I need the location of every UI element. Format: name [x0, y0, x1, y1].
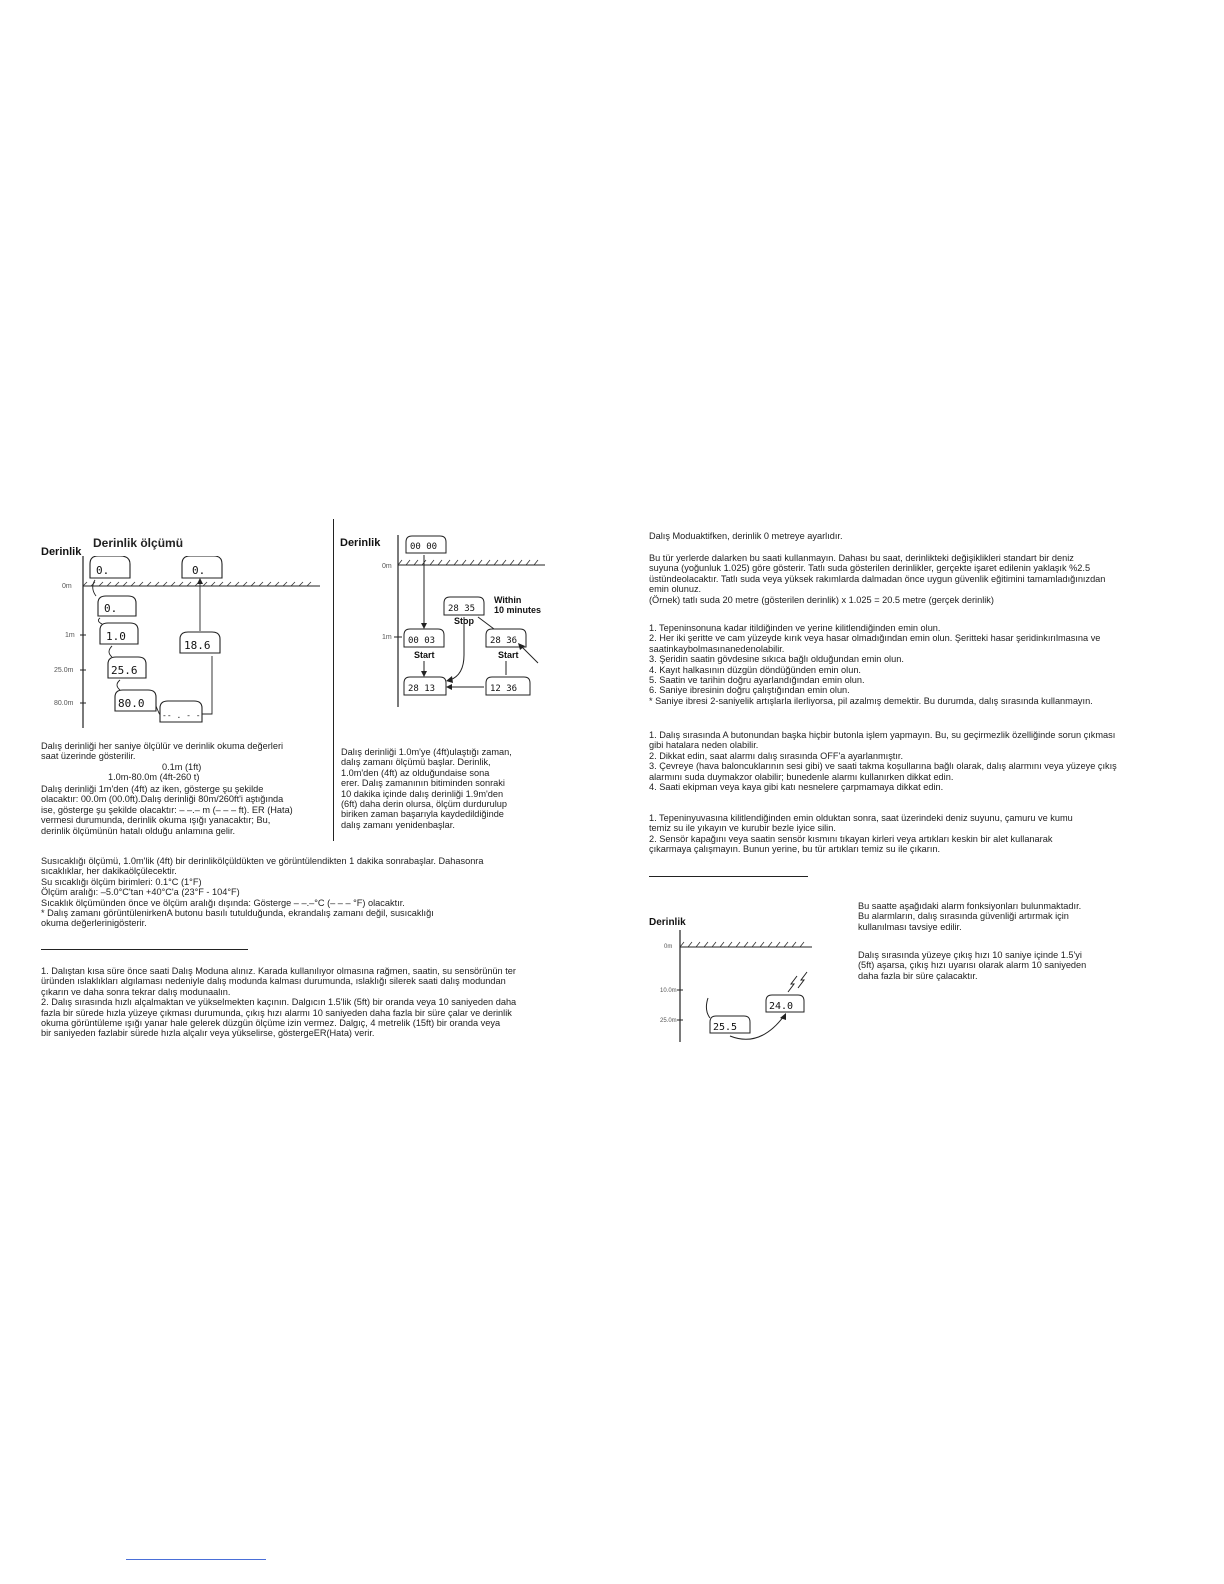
left-depth-heading: Derinlik — [41, 546, 82, 558]
right-para-checks: 1. Tepeninsonuna kadar itildiğinden ve yerine kilitlendiğinden emin olun. 2. Her iki şeritte ve cam yüzeyde kırık veya hasar olmadığından emin olun. Şeritteki hasar şeridinkırılmasına ve saatinkaybolmasınanedenolabilir. 3. Şeridin saatin gövdesine sıkıca bağlı olduğundan emin olun. 4. Kayıt halkasının düzgün döndüğünden emin olun. 5. Saatin ve tarihin doğru ayarlandığından emin olun. 6. Saniye ibresinin doğru çalıştığından emin olun. * Saniye ibresi 2-saniyelik artışlarla ilerliyorsa, pil azalmış demektir. Bu durumda, dalış sırasında kullanmayın. — [649, 623, 1101, 706]
svg-text:18.6: 18.6 — [184, 639, 211, 652]
svg-text:12 36: 12 36 — [490, 684, 518, 694]
left-para-precautions: 1. Dalıştan kısa süre önce saati Dalış Moduna alınız. Karada kullanılıyor olmasına rağmen, saatin, su sensörünün ter üründen ıslaklıkları algılaması nedeniyle dalış modunda kalması durumunda, ıslaklığı silerek saati dalış modundan çıkarın ve daha sonra tekrar dalış modunaalın. 2. Dalış sırasında hızlı alçalmaktan ve yükselmekten kaçının. Dalgıcın 1.5'lik (5ft) bir oranda veya 10 saniyeden daha fazla bir sürede hızla yüzeye çıkması durumunda, çıkış hızı alarmı 10 saniyeden daha fazla bir süre çalar ve derinlik okuma görüntüleme ışığı yanar hale gelerek düzgün ölçüme izin vermez. Dalgıç, 4 metrelik (15ft) bir oranda veya bir saniyeden fazlabir sürede hızla alçalır veya yükselirse, göstergeER(Hata) verir. — [41, 966, 517, 1039]
svg-text:00 00: 00 00 — [410, 542, 438, 552]
left-para-resolution: 0.1m (1ft) — [162, 762, 202, 772]
svg-text:28 36: 28 36 — [490, 636, 518, 646]
left-section-rule — [41, 949, 248, 950]
svg-text:00 03: 00 03 — [408, 636, 436, 646]
middle-depth-heading: Derinlik — [340, 537, 381, 549]
alarm-level-label-10m: 10.0m — [660, 988, 677, 994]
left-para-water-temp: Susıcaklığı ölçümü, 1.0m'lik (4ft) bir derinlikölçüldükten ve görüntülendikten 1 dakika sonrabaşlar. Dahasonra sıcaklıklar, her dakikaölçülecektir. Su sıcaklığı ölçüm birimleri: 0.1°C (1°F) Ölçüm aralığı: –5.0°C'tan +40°C'a (23°F - 104°F) Sıcaklık ölçümünden önce ve ölçüm aralığı dışında: Gösterge – –.–°C (– – – °F) olacaktır. * Dalış zamanı görüntülenirkenA butonu basılı tutulduğunda, ekrandalış zamanı değil, susıcaklığı okuma değerlerinigösterir. — [41, 856, 484, 929]
lcd-display-25m — [108, 657, 146, 678]
lcd-display-error — [160, 701, 202, 722]
lcd-display-surface-2 — [182, 556, 222, 578]
column-divider — [333, 519, 334, 841]
footer-link-rule — [126, 1559, 266, 1560]
dive-time-diagram — [360, 535, 560, 710]
depth-measurement-title: Derinlik ölçümü — [93, 536, 184, 550]
start-label-1: Start — [414, 650, 435, 660]
lcd-display-1m — [100, 623, 138, 644]
lcd-display-80m — [115, 690, 156, 711]
left-para-depth-display: Dalış derinliği 1m'den (4ft) az iken, gösterge şu şekilde olacaktır: 00.0m (00.0ft).Dalış derinliği 80m/260ft'i aştığında ise, gösterge şu şekilde olacaktır: – –.– m (– – – ft). ER (Hata) vermesi durumunda, derinlik okuma ışığı yanacaktır; Bu, derinlik ölçümünün hatalı olduğu anlamına gelir. — [41, 784, 293, 836]
right-para-ascent-alarm: Dalış sırasında yüzeye çıkış hızı 10 saniye içinde 1.5'yi (5ft) aşarsa, çıkış hızı uyarısı olarak alarm 10 saniyeden daha fazla bir süre çalacaktır. — [858, 950, 1087, 981]
svg-text:0.: 0. — [96, 564, 110, 577]
svg-text:28 13: 28 13 — [408, 684, 436, 694]
level-label-1m: 1m — [65, 632, 75, 639]
ascent-alarm-diagram — [660, 930, 820, 1045]
lcd-alarm-25m — [710, 1016, 750, 1033]
lcd-dive-time-bottom-1 — [404, 677, 446, 695]
svg-text:0.: 0. — [192, 564, 206, 577]
depth-measurement-diagram — [40, 556, 330, 731]
alarm-level-label-25m: 25.0m — [660, 1018, 677, 1024]
svg-text:25.6: 25.6 — [111, 664, 138, 677]
right-para-depth-zero: Dalış Moduaktifken, derinlik 0 metreye ayarlıdır. — [649, 531, 843, 541]
left-para-range: 1.0m-80.0m (4ft-260 t) — [108, 772, 200, 782]
mid-level-label-1m: 1m — [382, 634, 392, 641]
svg-text:1.0: 1.0 — [106, 630, 126, 643]
left-para-depth-intro: Dalış derinliği her saniye ölçülür ve derinlik okuma değerleri saat üzerinde gösterilir. — [41, 741, 284, 762]
alarm-sound-icon — [788, 972, 807, 992]
right-para-alarms: Bu saatte aşağıdaki alarm fonksiyonları bulunmaktadır. Bu alarmların, dalış sırasında güvenliği artırmak için kullanılması tavsiye edilir. — [858, 901, 1082, 932]
lcd-display-ascent — [180, 632, 220, 653]
level-label-25m: 25.0m — [54, 667, 74, 674]
lcd-dive-time-zero — [406, 536, 446, 553]
right-para-fresh-water: Bu tür yerlerde dalarken bu saati kullanmayın. Dahası bu saat, derinlikteki değişiklikleri standart bir deniz suyuna (yoğunluk 1.025) göre gösterir. Tatlı suda gösterilen derinlikler, gerçekte işaret edilenin yaklaşık %2.5 üstündeolacaktır. Tatlı suda veya yüksek rakımlarda dalmadan önce uygun güvenlik eğitimini tamamladığınızdan emin olunuz. (Örnek) tatlı suda 20 metre (gösterilen derinlik) x 1.025 = 20.5 metre (gerçek derinlik) — [649, 553, 1106, 605]
right-para-during-dive: 1. Dalış sırasında A butonundan başka hiçbir butonla işlem yapmayın. Bu, su geçirmezlik özelliğinde sorun çıkması gibi hatalara neden olabilir. 2. Dikkat edin, saat alarmı dalış sırasında OFF'a ayarlanmıştır. 3. Çevreye (hava baloncuklarının sesi gibi) ve saati takma koşullarına bağlı olarak, dalış alarmını veya yüzeye çıkış alarmını suda duymakzor olabilir; bunedenle alarmı kullanırken dikkat edin. 4. Saati ekipman veya kaya gibi katı nesnelere çarpmamaya dikkat edin. — [649, 730, 1117, 793]
middle-para-dive-time: Dalış derinliği 1.0m'ye (4ft)ulaştığı zaman, dalış zamanı ölçümü başlar. Derinlik, 1.0m'den (4ft) az olduğundaise sona erer. Dalış zamanının bitiminden sonraki 10 dakika içinde dalış derinliği 1.9m'den (6ft) daha derin olursa, ölçüm durdurulup biriken zaman başarıyla kaydedildiğinde dalış zamanı yenidenbaşlar. — [341, 747, 512, 830]
svg-text:80.0: 80.0 — [118, 697, 145, 710]
svg-text:0.: 0. — [104, 602, 118, 615]
stop-label: Stop — [454, 616, 474, 626]
right-section-rule — [649, 876, 808, 877]
lcd-display-shallow — [98, 596, 136, 616]
lcd-dive-time-stop — [444, 597, 484, 615]
svg-text:24.0: 24.0 — [769, 1001, 794, 1012]
right-depth-heading: Derinlik — [649, 917, 686, 928]
level-label-80m: 80.0m — [54, 700, 74, 707]
svg-text:-- . - -: -- . - - — [162, 711, 201, 720]
lcd-dive-time-bottom-2 — [486, 677, 530, 695]
right-para-cleaning: 1. Tepeninyuvasına kilitlendiğinden emin olduktan sonra, saat üzerindeki deniz suyunu, çamuru ve kumu temiz su ile yıkayın ve kurubir bezle iyice silin. 2. Sensör kapağını veya saatin sensör kısmını tıkayan kirleri veya artıkları keskin bir alet kullanarak çıkarmaya çalışmayın. Bunun yerine, bu tür artıkları temiz su ile çıkarın. — [649, 813, 1073, 855]
within-minutes-label: 10 minutes — [494, 605, 542, 615]
alarm-level-label-0m: 0m — [664, 944, 673, 950]
svg-text:25.5: 25.5 — [713, 1022, 738, 1033]
level-label-0m: 0m — [62, 583, 72, 590]
start-label-2: Start — [498, 650, 519, 660]
svg-text:28 35: 28 35 — [448, 604, 476, 614]
mid-level-label-0m: 0m — [382, 563, 392, 570]
lcd-dive-time-start-1 — [404, 629, 444, 647]
lcd-alarm-24m — [766, 995, 804, 1012]
lcd-display-surface-1 — [90, 556, 130, 578]
within-label: Within — [494, 595, 522, 605]
